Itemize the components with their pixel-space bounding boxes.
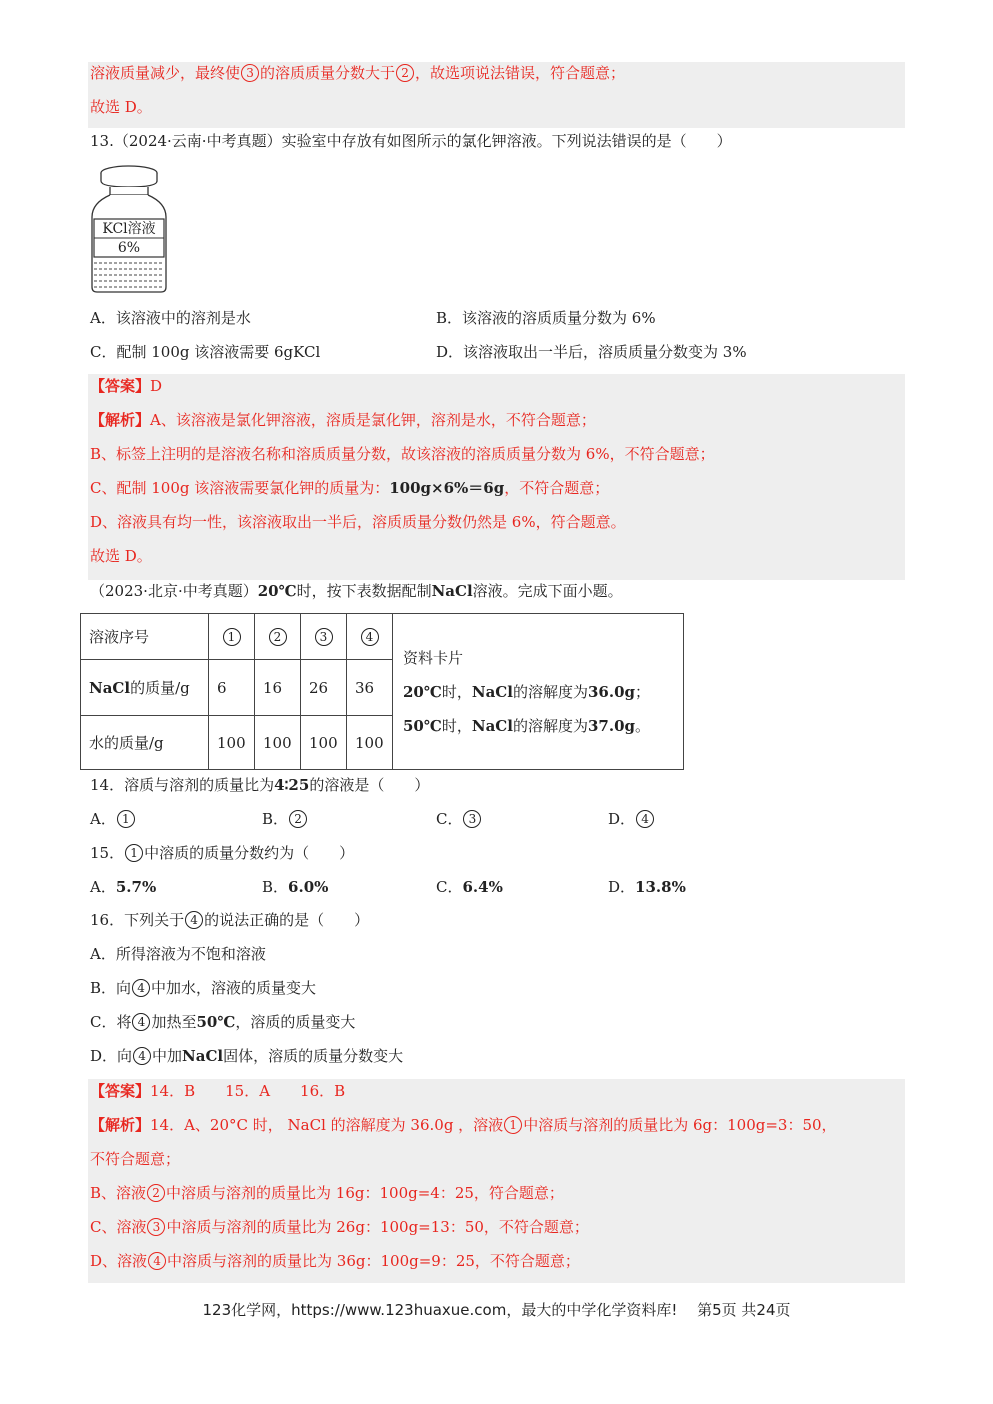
q15-option-a: A．5.7% (90, 878, 157, 896)
group-analysis-14a-cont: 不符合题意； (90, 1150, 181, 1168)
q15-option-d: D．13.8% (608, 878, 686, 896)
group-answer: 【答案】14．B 15．A 16．B (90, 1082, 346, 1100)
bottle-label-percent: 6% (117, 240, 141, 256)
q13-analysis-b: B、标签上注明的是溶液名称和溶质质量分数，故该溶液的溶质质量分数为 6%，不符合题意； (90, 445, 715, 463)
group-intro: （2023·北京·中考真题）20℃时，按下表数据配制NaCl溶液。完成下面小题。 (90, 582, 623, 600)
bottle-label-name: KCl溶液 (102, 221, 156, 237)
q15-stem: 15． 1 中溶质的质量分数约为（ ） (90, 844, 355, 862)
table-cell: 100 (301, 716, 347, 770)
top-explain-line1: 溶液质量减少，最终使 3 的溶质质量分数大于 2 ，故选项说法错误，符合题意； (90, 64, 626, 82)
circled-number: 3 (241, 64, 259, 82)
q13-option-d: D．该溶液取出一半后，溶质质量分数变为 3% (436, 343, 747, 361)
q13-conclusion: 故选 D。 (90, 547, 152, 565)
q13-option-b: B．该溶液的溶质质量分数为 6% (436, 309, 656, 327)
q16-option-d: D．向 4 中加NaCl固体，溶质的质量分数变大 (90, 1047, 404, 1065)
q13-analysis-d: D、溶液具有均一性，该溶液取出一半后，溶质质量分数仍然是 6%，符合题意。 (90, 513, 626, 531)
q13-option-c: C．配制 100g 该溶液需要 6gKCl (90, 343, 321, 361)
kcl-bottle-figure (88, 163, 170, 295)
q16-option-a: A．所得溶液为不饱和溶液 (90, 945, 266, 963)
table-cell: 水的质量/g (81, 716, 209, 770)
table-cell: NaCl的质量/g (81, 660, 209, 716)
q13-analysis-a: 【解析】A、该溶液是氯化钾溶液，溶质是氯化钾，溶剂是水，不符合题意； (90, 411, 596, 429)
top-explain-line2: 故选 D。 (90, 98, 152, 116)
q14-option-d: D． 4 (608, 809, 655, 829)
group-analysis-14c: C、溶液 3 中溶质与溶剂的质量比为 26g：100g=13：50，不符合题意； (90, 1218, 589, 1236)
q14-option-c: C． 3 (436, 809, 482, 829)
q15-option-c: C．6.4% (436, 878, 503, 896)
table-cell: 2 (255, 614, 301, 660)
table-cell: 1 (209, 614, 255, 660)
q13-answer: 【答案】D (90, 377, 163, 395)
group-analysis-14b: B、溶液 2 中溶质与溶剂的质量比为 16g：100g=4：25，符合题意； (90, 1184, 564, 1202)
table-cell: 16 (255, 660, 301, 716)
q13-analysis-c: C、配制 100g 该溶液需要氯化钾的质量为：100g×6%＝6g，不符合题意； (90, 479, 610, 497)
table-row (81, 614, 684, 660)
formula: 100g×6%＝6g (389, 479, 505, 497)
table-cell: 3 (301, 614, 347, 660)
table-cell: 4 (347, 614, 393, 660)
group-analysis-14d: D、溶液 4 中溶质与溶剂的质量比为 36g：100g=9：25，不符合题意； (90, 1252, 580, 1270)
q14-stem: 14．溶质与溶剂的质量比为4∶25的溶液是（ ） (90, 776, 430, 794)
q16-option-c: C．将 4 加热至50℃，溶质的质量变大 (90, 1013, 356, 1031)
q13-stem: 13.（2024·云南·中考真题）实验室中存放有如图所示的氯化钾溶液。下列说法错误的是（ ） (90, 132, 732, 150)
q15-option-b: B．6.0% (262, 878, 329, 896)
q16-option-b: B．向 4 中加水，溶液的质量变大 (90, 979, 317, 997)
q13-option-a: A．该溶液中的溶剂是水 (90, 309, 251, 327)
table-cell: 100 (209, 716, 255, 770)
info-card: 资料卡片 20℃时，NaCl的溶解度为36.0g； 50℃时，NaCl的溶解度为37.0g。 (393, 614, 684, 770)
q13-answer-shade (88, 374, 905, 580)
table-cell: 100 (347, 716, 393, 770)
q14-option-a: A． 1 (90, 809, 136, 829)
q16-stem: 16．下列关于 4 的说法正确的是（ ） (90, 911, 370, 929)
table-cell: 100 (255, 716, 301, 770)
table-cell: 6 (209, 660, 255, 716)
q14-option-b: B． 2 (262, 809, 308, 829)
circled-number: 2 (396, 64, 414, 82)
solution-data-table (80, 613, 684, 770)
table-cell: 36 (347, 660, 393, 716)
page-footer: 123化学网，https://www.123huaxue.com，最大的中学化学资料库! 第5页 共24页 (202, 1301, 791, 1319)
table-cell: 26 (301, 660, 347, 716)
table-cell: 溶液序号 (81, 614, 209, 660)
group-analysis-14a: 【解析】14．A、20°C 时， NaCl 的溶解度为 36.0g ，溶液 1 中溶质与溶剂的质量比为 6g：100g=3：50， (90, 1116, 837, 1134)
